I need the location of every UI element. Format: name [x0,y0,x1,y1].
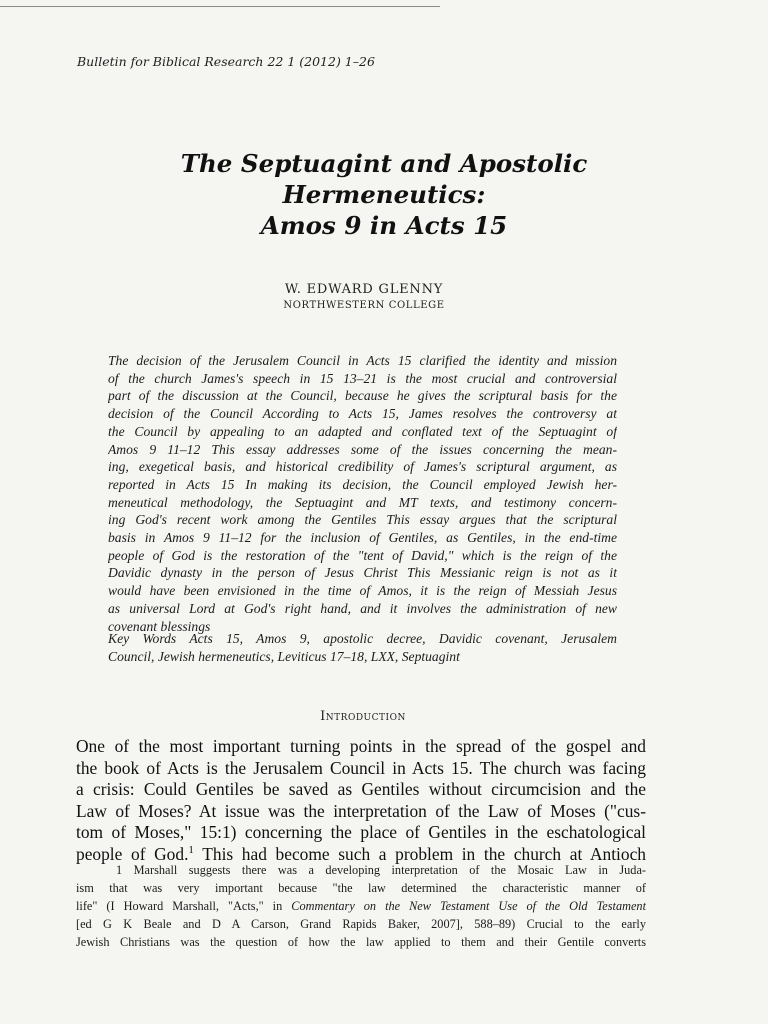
body-paragraph [76,736,646,866]
title-line-1: The Septuagint and Apostolic [180,149,588,178]
journal-citation: Bulletin for Biblical Research 22 1 (2012) 1–26 [77,54,375,69]
footnote-line: ism that was very important because "the law determined the characteristic manner of [76,881,646,895]
abstract-line: Amos 9 11–12 This essay addresses some of the issues concerning the mean- [108,441,617,457]
abstract-line: reported in Acts 15 In making its decision, the Council employed Jewish her- [108,476,617,492]
article-title [0,148,768,241]
footnote-line: [ed G K Beale and D A Carson, Grand Rapids Baker, 2007], 588–89) Crucial to the early [76,917,646,931]
body-line-text: This had become such a problem in the church at Antioch [193,843,646,864]
abstract-line: covenant blessings [108,618,211,634]
body-line: tom of Moses," 15:1) concerning the place of Gentiles in the eschatological [76,822,646,843]
author-name: W. EDWARD GLENNY [284,282,444,297]
footnote-line: 1 Marshall suggests there was a developing interpretation of the Mosaic Law in Juda- [116,863,646,877]
footnote-line: Jewish Christians was the question of how the law applied to them and their Gentile converts [76,935,646,949]
keywords-line: Council, Jewish hermeneutics, Leviticus 17–18, LXX, Septuagint [108,648,460,664]
body-line: Law of Moses? At issue was the interpretation of the Law of Moses ("cus- [76,800,646,821]
footnote-line [76,897,646,915]
abstract-line: ing, exegetical basis, and historical credibility of James's scriptural argument, as [108,459,617,475]
title-line-3: Amos 9 in Acts 15 [260,211,508,240]
footnote-book-title: Commentary on the New Testament Use of the Old Testament [291,899,646,913]
abstract-line: the Council by appealing to an adapted and conflated text of the Septuagint of [108,423,617,439]
body-line: a crisis: Could Gentiles be saved as Gentiles without circumcision and the [76,779,646,800]
keywords-line: Key Words Acts 15, Amos 9, apostolic decree, Davidic covenant, Jerusalem [108,631,617,646]
top-rule [0,6,440,7]
abstract [108,352,617,635]
title-line-2: Hermeneutics: [282,180,486,209]
abstract-line: ing God's recent work among the Gentiles This essay argues that the scriptural [108,512,617,528]
abstract-line: decision of the Council According to Acts 15, James resolves the controversy at [108,406,617,422]
abstract-line: meneutical methodology, the Septuagint and MT texts, and testimony concern- [108,494,617,510]
abstract-line: part of the discussion at the Council, because he gives the scriptural basis for the [108,388,617,404]
footnote [76,861,646,951]
body-line: One of the most important turning points in the spread of the gospel and [76,736,646,756]
abstract-line: as universal Lord at God's right hand, and it involves the administration of new [108,600,617,616]
footnote-marker[interactable]: 1 [188,844,194,857]
body-line: the book of Acts is the Jerusalem Council in Acts 15. The church was facing [76,757,646,778]
abstract-line: would have been envisioned in the time of Amos, it is the reign of Messiah Jesus [108,583,617,599]
footnote-text: life" (I Howard Marshall, "Acts," in [76,899,292,913]
abstract-line: Davidic dynasty in the person of Jesus Christ This Messianic reign is not as it [108,565,617,581]
abstract-line: of the church James's speech in 15 13–21 is the most crucial and controversial [108,370,617,386]
keywords [108,630,617,665]
author-block [0,282,728,311]
section-heading: Introduction [320,709,406,724]
body-line-text: people of God. [76,843,189,864]
author-affiliation: NORTHWESTERN COLLEGE [283,300,445,311]
abstract-line: people of God is the restoration of the "tent of David," which is the reign of the [108,547,617,563]
abstract-line: basis in Amos 9 11–12 for the inclusion of Gentiles, as Gentiles, in the end-time [108,530,617,546]
abstract-line: The decision of the Jerusalem Council in Acts 15 clarified the identity and mission [108,353,617,368]
